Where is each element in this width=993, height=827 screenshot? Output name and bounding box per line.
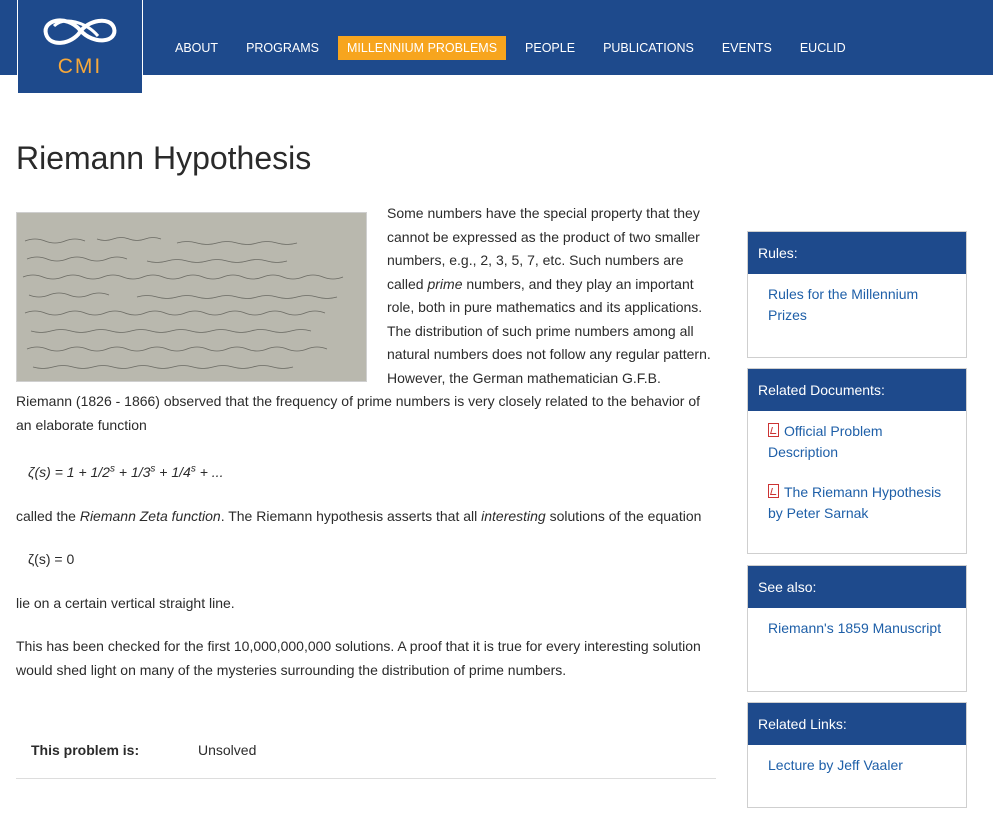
problem-status — [16, 738, 716, 779]
page-title: Riemann Hypothesis — [16, 140, 312, 176]
zeta-paragraph: called the Riemann Zeta function. The Riemann hypothesis asserts that all interesting solutions of the equation — [16, 507, 702, 524]
checked-paragraph: This has been checked for the first 10,000,000,000 solutions. A proof that it is true for every interesting solution would shed light on many of the mysteries surrounding the distribution of prime numbers. — [16, 638, 701, 678]
pdf-icon — [768, 484, 779, 498]
related-links-block — [747, 702, 967, 808]
rules-block — [747, 231, 967, 358]
nav-publications[interactable]: PUBLICATIONS — [603, 41, 694, 55]
line-paragraph: lie on a certain vertical straight line. — [16, 594, 235, 611]
status-value: Unsolved — [198, 742, 257, 758]
nav-programs[interactable]: PROGRAMS — [246, 41, 319, 55]
intro-paragraph: Some numbers have the special property that they cannot be expressed as the product of two smaller numbers, e.g., 2, 3, 5, 7, etc. Such numbers are called prime numbers, and they play an important role, both in pure mathematics and its applications. The distribution of such prime numbers among all natural numbers does not follow any regular pattern. However, the German mathematician G.F.B. Riemann (1826 - 1866) observed that the frequency of prime numbers is very closely related to the behavior of an elaborate function — [16, 205, 711, 433]
nav-about[interactable]: ABOUT — [175, 41, 219, 55]
logo-text: CMI — [57, 55, 103, 78]
manuscript-link[interactable]: Riemann's 1859 Manuscript — [768, 620, 942, 636]
sarnak-paper-link[interactable]: The Riemann Hypothesis by Peter Sarnak — [768, 484, 942, 521]
cmi-logo-icon — [40, 12, 120, 54]
zeta-formula: $\zeta(s) = 1 + 1/2^s + 1/3^s + 1/4^s$ + ... — [28, 463, 224, 480]
related-documents-heading: Related Documents: — [748, 369, 966, 411]
lecture-link[interactable]: Lecture by Jeff Vaaler — [768, 757, 903, 773]
pdf-icon — [768, 423, 779, 437]
official-description-link[interactable]: Official Problem Description — [768, 423, 883, 460]
related-links-heading: Related Links: — [748, 703, 966, 745]
rules-heading: Rules: — [748, 232, 966, 274]
manuscript-image — [16, 212, 367, 382]
rules-link[interactable]: Rules for the Millennium Prizes — [768, 286, 919, 323]
cmi-logo[interactable] — [17, 0, 143, 94]
zeta-equation: ζ(s) = 0 — [28, 551, 75, 567]
nav-millennium-problems[interactable]: MILLENNIUM PROBLEMS — [338, 36, 506, 60]
see-also-block — [747, 565, 967, 692]
nav-events[interactable]: EVENTS — [721, 41, 772, 55]
nav-euclid[interactable]: EUCLID — [799, 41, 846, 55]
article-body — [16, 202, 716, 682]
nav-people[interactable]: PEOPLE — [525, 41, 576, 55]
status-label: This problem is: — [31, 742, 140, 758]
see-also-heading: See also: — [748, 566, 966, 608]
main-nav — [166, 36, 865, 60]
related-documents-block — [747, 368, 967, 554]
